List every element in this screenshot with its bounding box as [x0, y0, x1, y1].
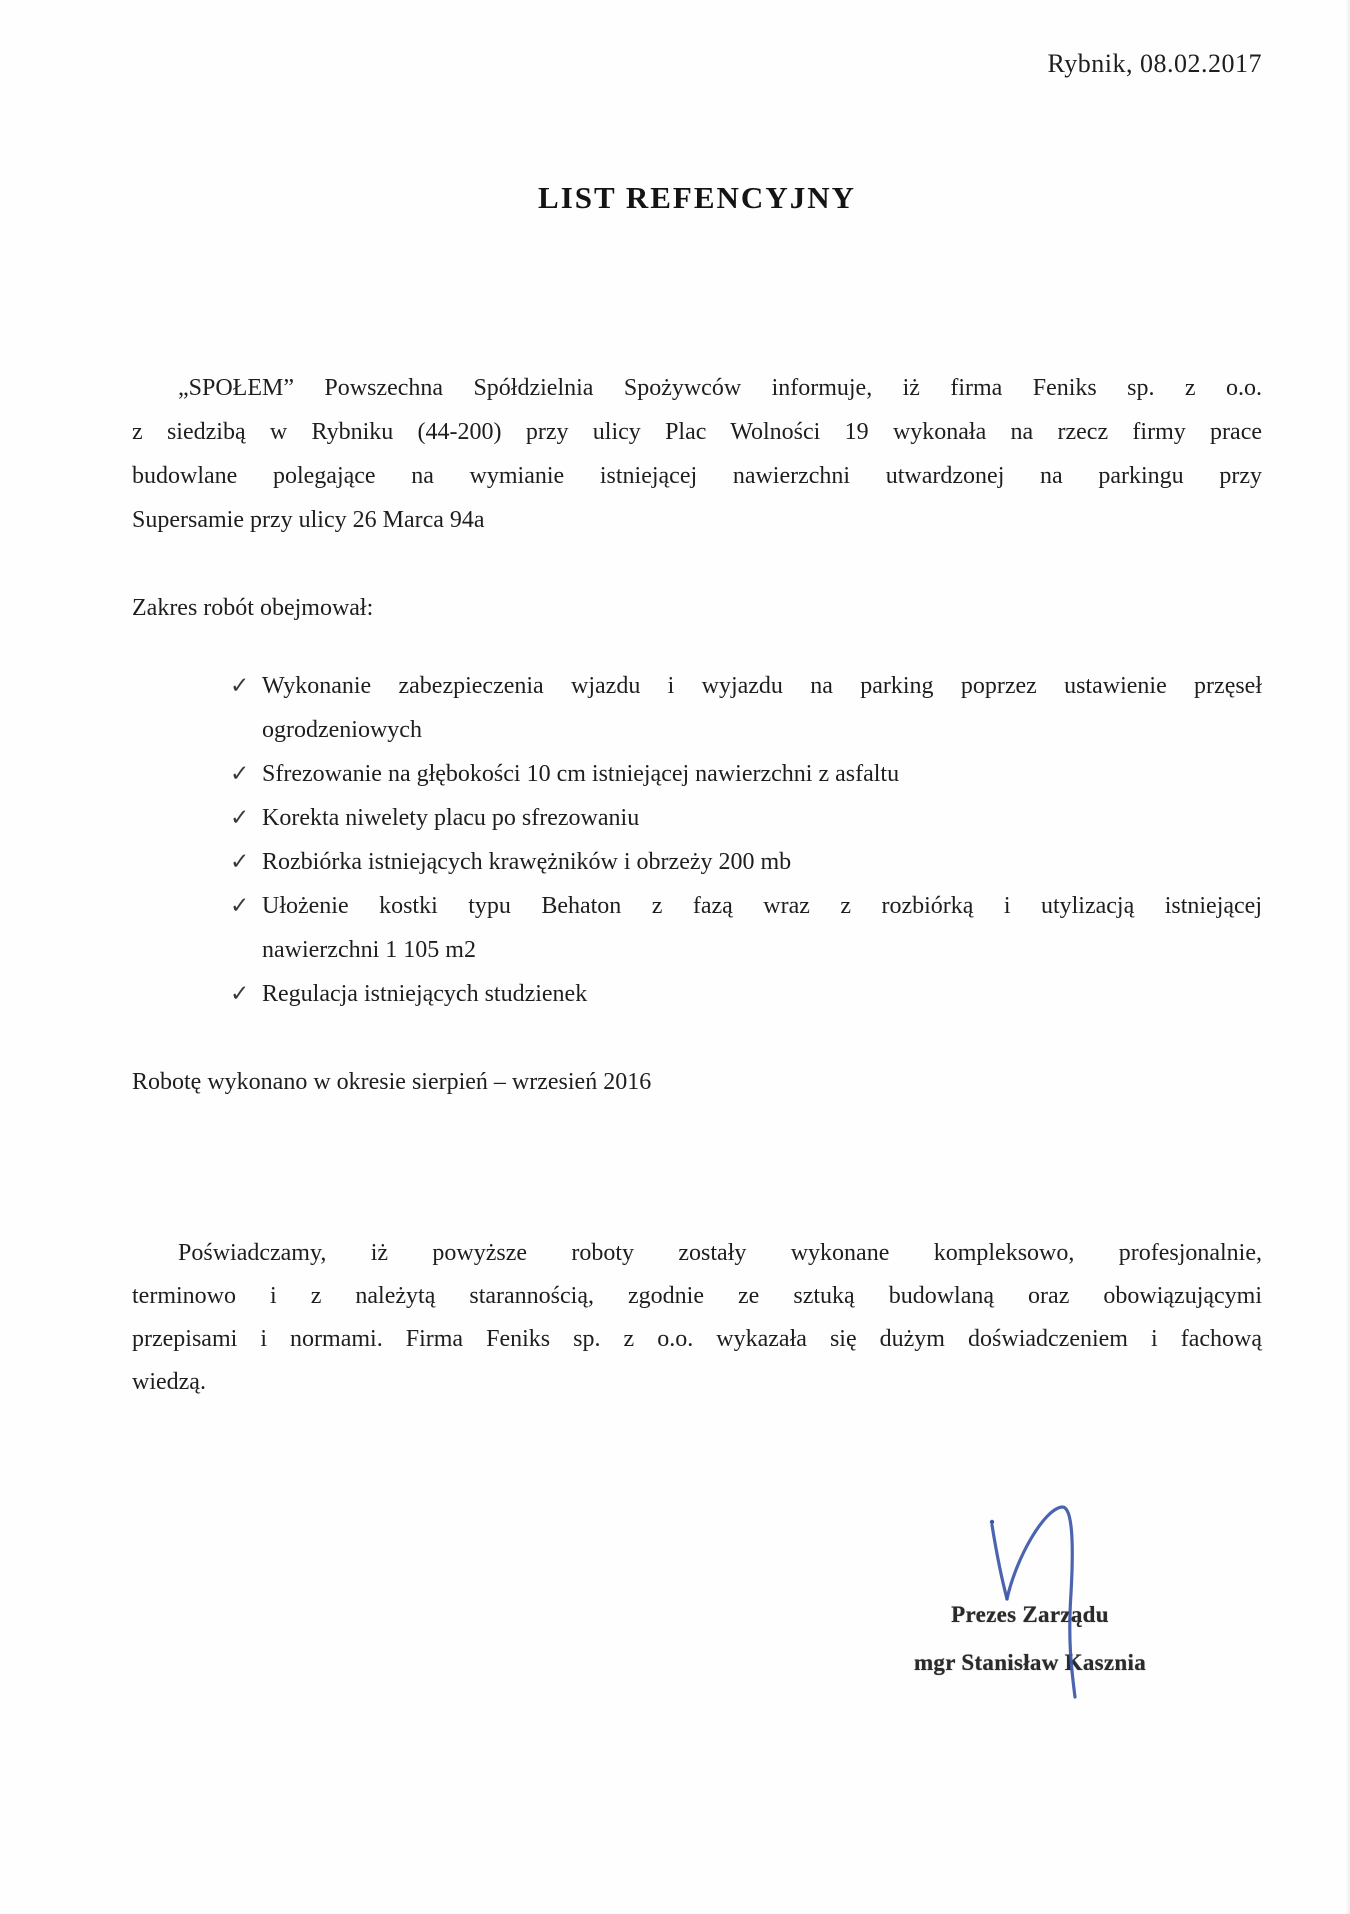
intro-line: „SPOŁEM” Powszechna Spółdzielnia Spożywców informuje, iż firma Feniks sp. z o.o. — [178, 375, 1262, 401]
list-item-text — [262, 884, 1262, 972]
closing-line: Poświadczamy, iż powyższe roboty zostały wykonane kompleksowo, profesjonalnie, — [178, 1240, 1262, 1266]
list-item-line: Wykonanie zabezpieczenia wjazdu i wyjazdu na parking poprzez ustawienie przęseł — [262, 673, 1262, 699]
intro-line: budowlane polegające na wymianie istniejącej nawierzchni utwardzonej na parkingu przy — [132, 463, 1262, 489]
stamp-name-text: mgr Stanisław Kasznia — [913, 1650, 1147, 1675]
list-item-text — [262, 664, 1262, 752]
list-item-line: Korekta niwelety placu po sfrezowaniu — [262, 805, 640, 831]
intro-paragraph — [132, 366, 1262, 542]
list-item-line: Sfrezowanie na głębokości 10 cm istniejącej nawierzchni z asfaltu — [262, 761, 900, 787]
stamp-role-text: Prezes Zarządu — [951, 1602, 1109, 1627]
scope-list — [132, 664, 1262, 1016]
checkmark-icon: ✓ — [230, 981, 250, 1006]
list-item-text — [262, 840, 1262, 884]
list-item-line: Ułożenie kostki typu Behaton z fazą wraz z rozbiórką i utylizacją istniejącej — [262, 893, 1262, 919]
letter-title: LIST REFENCYJNY — [538, 180, 856, 215]
list-item-line: nawierzchni 1 105 m2 — [262, 937, 476, 963]
list-item — [230, 840, 1262, 884]
scope-heading: Zakres robót obejmował: — [132, 595, 374, 621]
list-item-line: ogrodzeniowych — [262, 717, 422, 743]
list-item — [230, 664, 1262, 752]
closing-line: wiedzą. — [132, 1369, 206, 1395]
list-item — [230, 752, 1262, 796]
list-item — [230, 884, 1262, 972]
work-period-statement: Robotę wykonano w okresie sierpień – wrzesień 2016 — [132, 1069, 652, 1095]
list-item-line: Regulacja istniejących studzienek — [262, 981, 588, 1007]
closing-line: terminowo i z należytą starannością, zgodnie ze sztuką budowlaną oraz obowiązującymi — [132, 1283, 1262, 1309]
closing-paragraph — [132, 1232, 1262, 1404]
checkmark-icon: ✓ — [230, 805, 250, 830]
list-item — [230, 796, 1262, 840]
list-item-text — [262, 752, 1262, 796]
place-and-date: Rybnik, 08.02.2017 — [1047, 49, 1262, 78]
closing-line: przepisami i normami. Firma Feniks sp. z o.o. wykazała się dużym doświadczeniem i fachową — [132, 1326, 1262, 1352]
list-item-line: Rozbiórka istniejących krawężników i obrzeży 200 mb — [262, 849, 792, 875]
checkmark-icon: ✓ — [230, 849, 250, 874]
checkmark-icon: ✓ — [230, 761, 250, 786]
checkmark-icon: ✓ — [230, 673, 250, 698]
list-item — [230, 972, 1262, 1016]
list-item-text — [262, 796, 1262, 840]
signature-block — [880, 1492, 1180, 1762]
intro-line: Supersamie przy ulicy 26 Marca 94a — [132, 507, 485, 533]
list-item-text — [262, 972, 1262, 1016]
checkmark-icon: ✓ — [230, 893, 250, 918]
intro-line: z siedzibą w Rybniku (44-200) przy ulicy Plac Wolności 19 wykonała na rzecz firmy prace — [132, 419, 1262, 445]
